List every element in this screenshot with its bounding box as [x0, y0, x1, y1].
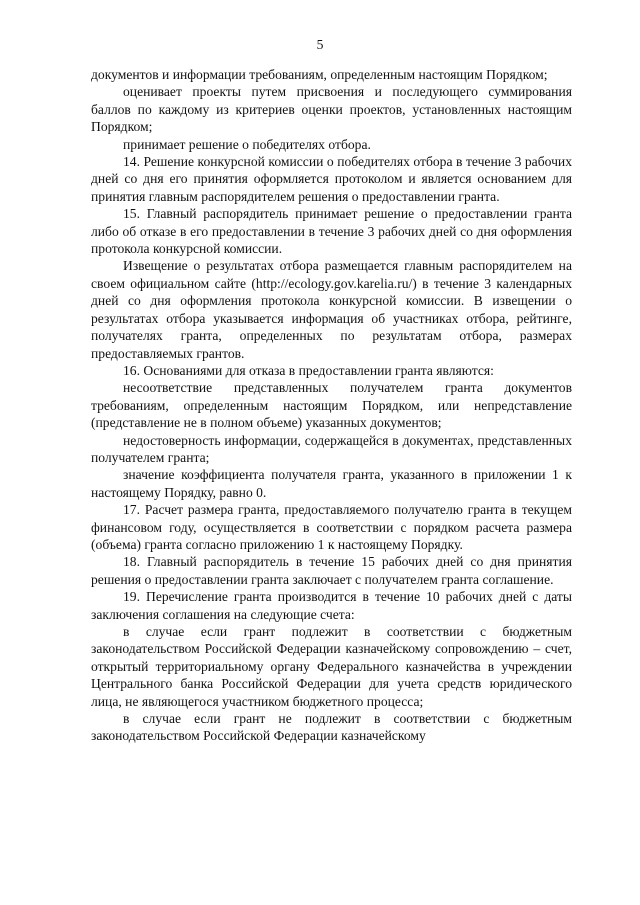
paragraph: 16. Основаниями для отказа в предоставлении гранта являются:: [123, 362, 494, 378]
paragraph: 19. Перечисление гранта производится в течение 10 рабочих дней с даты заключения соглашения на следующие счета:: [91, 589, 572, 622]
paragraph: в случае если грант не подлежит в соответствии с бюджетным законодательством Российской Федерации казначейскому: [91, 711, 572, 744]
paragraph: 15. Главный распорядитель принимает решение о предоставлении гранта либо об отказе в его предоставлении в течение 3 рабочих дней со дня оформления протокола конкурсной комиссии.: [91, 206, 572, 257]
paragraph: несоответствие представленных получателем гранта документов требованиям, определенным настоящим Порядком, или непредставление (представление не в полном объеме) указанных документов;: [91, 380, 572, 431]
paragraph: оценивает проекты путем присвоения и последующего суммирования баллов по каждому из критериев оценки проектов, установленных настоящим Порядком;: [91, 84, 572, 135]
paragraph: 18. Главный распорядитель в течение 15 рабочих дней со дня принятия решения о предоставлении гранта заключает с получателем гранта соглашение.: [91, 554, 572, 587]
paragraph: в случае если грант подлежит в соответствии с бюджетным законодательством Российской Федерации казначейскому сопровождению – счет, открытый территориальному органу Федерального казначейства в учреждении Центрального банка Российской Федерации для учета средств юридического лица, не являющегося участником бюджетного процесса;: [91, 624, 572, 709]
paragraph: Извещение о результатах отбора размещается главным распорядителем на своем официальном сайте (http://ecology.gov.karelia.ru/) в течение 3 календарных дней со дня оформления протокола конкурсной комиссии. В извещении о результатах отбора указывается информация об участниках отбора, рейтинге, получателях гранта, определенных по результатам отбора, размерах предоставляемых грантов.: [91, 258, 572, 361]
paragraph: значение коэффициента получателя гранта, указанного в приложении 1 к настоящему Порядку, равно 0.: [91, 467, 572, 500]
paragraph: 17. Расчет размера гранта, предоставляемого получателю гранта в текущем финансовом году, осуществляется в соответствии с порядком расчета размера (объема) гранта согласно приложению 1 к настоящему Порядку.: [91, 502, 572, 552]
page-number: 5: [316, 37, 324, 52]
paragraph: 14. Решение конкурсной комиссии о победителях отбора в течение 3 рабочих дней со дня его принятия оформляется протоколом и является основанием для принятия главным распорядителем решения о предоставлении гранта.: [91, 154, 572, 204]
document-body: [91, 66, 572, 745]
paragraph: недостоверность информации, содержащейся в документах, представленных получателем гранта;: [91, 432, 572, 465]
paragraph: документов и информации требованиям, определенным настоящим Порядком;: [91, 67, 548, 82]
paragraph: принимает решение о победителях отбора.: [123, 136, 371, 152]
